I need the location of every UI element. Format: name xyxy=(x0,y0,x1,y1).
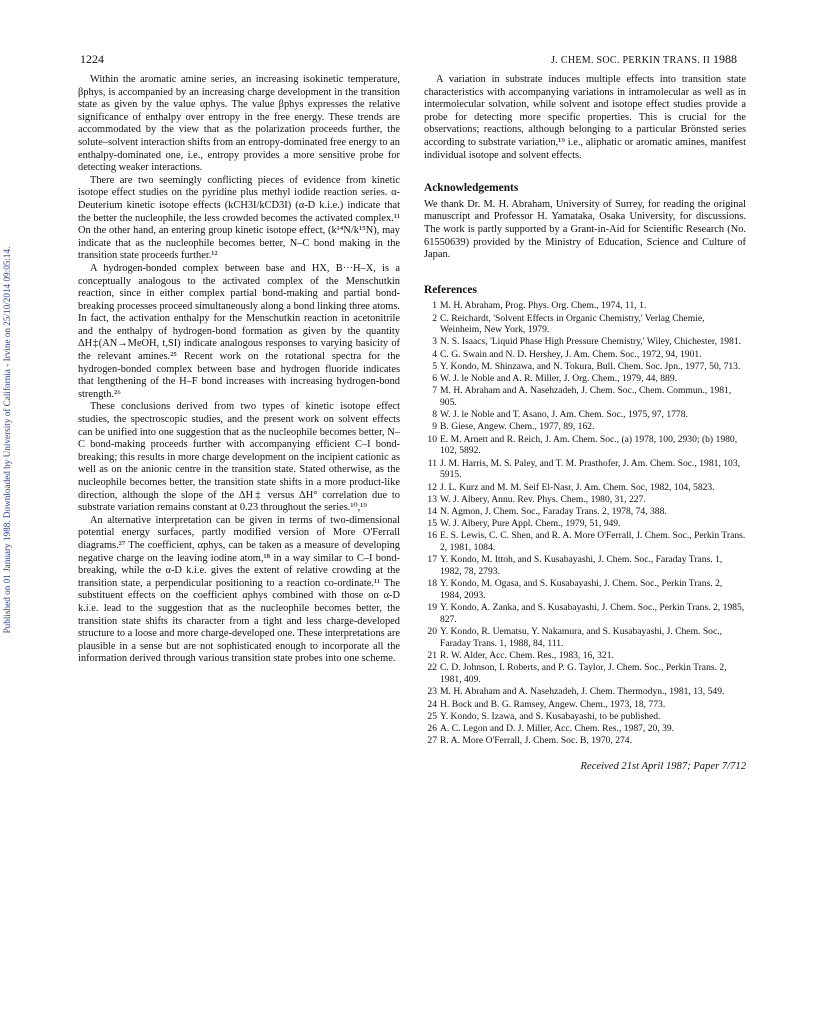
acknowledgements-heading: Acknowledgements xyxy=(424,182,519,195)
download-notice-link[interactable]: Published on 01 January 1988. Downloaded by University of California - Irvine on 25/10/2014 09:05:14. xyxy=(2,246,12,634)
reference-text: M. H. Abraham, Prog. Phys. Org. Chem., 1974, 11, 1. xyxy=(440,300,647,312)
reference-item xyxy=(424,626,746,650)
reference-item xyxy=(424,482,746,494)
reference-item xyxy=(424,409,746,421)
reference-text: R. W. Alder, Acc. Chem. Res., 1983, 16, 321. xyxy=(440,650,614,662)
body-paragraph: There are two seemingly conflicting pieces of evidence from kinetic isotope effect studies on the pyridine plus methyl iodide reaction series. α-Deuterium kinetic isotope effects (kCH3I/kCD3I) (α-D k.i.e.) indicate that the better the nucleophile, the less crowded becomes the activated complex.¹¹ On the other hand, an entering group kinetic isotope effect, (k¹⁴N/k¹⁵N), may indicate that as the nucleophile becomes better, N–C bond making in the transition state proceeds further.¹² xyxy=(78,174,400,262)
reference-number: 12 xyxy=(427,481,437,493)
reference-number: 10 xyxy=(427,433,437,445)
reference-item xyxy=(424,434,746,458)
reference-text: W. J. Albery, Pure Appl. Chem., 1979, 51, 949. xyxy=(440,518,621,530)
reference-text: J. M. Harris, M. S. Paley, and T. M. Prasthofer, J. Am. Chem. Soc., 1981, 103, 5915. xyxy=(440,457,741,481)
reference-text: M. H. Abraham and A. Nasehzadeh, J. Chem. Soc., Chem. Commun., 1981, 905. xyxy=(440,385,732,409)
reference-text: Y. Kondo, M. Shinzawa, and N. Tokura, Bull. Chem. Soc. Jpn., 1977, 50, 713. xyxy=(440,360,741,372)
journal-header xyxy=(551,52,737,67)
reference-item xyxy=(424,578,746,602)
reference-item xyxy=(424,686,746,698)
body-paragraph: Within the aromatic amine series, an increasing isokinetic temperature, βphys, is accompanied by an increasing charge development in the transition state as given by the value αphys. The value βphys expresses the relative significance of enthalpy over entropy in the free energy. These trends are accommodated by the view that as the polarization proceeds further, the solute–solvent interaction shifts from an entropy-dominated free energy to an enthalpy-dominated one, i.e., entropy provides a more sensitive probe for detecting weaker interactions. xyxy=(78,74,400,174)
reference-item xyxy=(424,602,746,626)
reference-number: 20 xyxy=(427,626,437,638)
reference-item xyxy=(424,650,746,662)
journal-year: 1988 xyxy=(713,52,737,66)
reference-item xyxy=(424,662,746,686)
references-heading: References xyxy=(424,283,477,296)
reference-item xyxy=(424,300,746,312)
reference-number: 15 xyxy=(427,518,437,530)
reference-item xyxy=(424,506,746,518)
reference-text: W. J. Albery, Annu. Rev. Phys. Chem., 1980, 31, 227. xyxy=(440,493,646,505)
reference-number: 23 xyxy=(427,686,437,698)
reference-number: 2 xyxy=(432,312,437,324)
reference-text: A. C. Legon and D. J. Miller, Acc. Chem. Res., 1987, 20, 39. xyxy=(440,722,675,734)
acknowledgements-text: We thank Dr. M. H. Abraham, University of Surrey, for reading the original manuscript and Professor H. Yamataka, Osaka University, for discussions. The work is partly supported by a Grant-in-Aid for Scientific Research (No. 61550639) provided by the Ministry of Education, Science and Culture of Japan. xyxy=(424,198,746,261)
reference-number: 19 xyxy=(427,602,437,614)
reference-number: 6 xyxy=(432,373,437,385)
reference-text: C. D. Johnson, I. Roberts, and P. G. Taylor, J. Chem. Soc., Perkin Trans. 2, 1981, 409. xyxy=(440,662,727,686)
reference-item xyxy=(424,723,746,735)
reference-text: C. Reichardt, 'Solvent Effects in Organic Chemistry,' Verlag Chemie, Weinheim, New York, 1979. xyxy=(440,312,705,336)
reference-list xyxy=(424,300,746,747)
download-sidebar xyxy=(0,180,14,700)
reference-number: 8 xyxy=(432,409,437,421)
reference-number: 5 xyxy=(432,360,437,372)
body-paragraph: An alternative interpretation can be given in terms of two-dimensional potential energy surfaces, partly modified version of More O'Ferrall diagrams.²⁷ The coefficient, αphys, can be taken as a measure of developing negative charge on the leaving iodine atom,¹⁸ in a way similar to C–I bond-breaking, while the α-D k.i.e. gives the extent of relative crowding at the transition state, a perpendicular positioning to a reaction co-ordinate.¹¹ The substituent effects on the coefficient αphys combined with those on α-D k.i.e. lead to the suggestion that as the nucleophile becomes better, the transition state shifts its character from a tight and less charge-developed structure to a loose and more charge-developed one. These interpretations are plausible in a sense but are not sophisticated enough to incorporate all the information derived through various transition state probes into one scheme. xyxy=(78,514,400,665)
reference-number: 3 xyxy=(432,336,437,348)
reference-item xyxy=(424,699,746,711)
reference-text: H. Bock and B. G. Ramsey, Angew. Chem., 1973, 18, 773. xyxy=(440,698,666,710)
reference-item xyxy=(424,530,746,554)
reference-number: 26 xyxy=(427,722,437,734)
reference-text: B. Giese, Angew. Chem., 1977, 89, 162. xyxy=(440,421,595,433)
reference-item xyxy=(424,421,746,433)
reference-item xyxy=(424,711,746,723)
reference-item xyxy=(424,336,746,348)
right-column xyxy=(424,74,746,774)
reference-item xyxy=(424,554,746,578)
reference-number: 22 xyxy=(427,662,437,674)
reference-item xyxy=(424,735,746,747)
reference-text: Y. Kondo, A. Zanka, and S. Kusabayashi, J. Chem. Soc., Perkin Trans. 2, 1985, 827. xyxy=(440,602,745,626)
reference-number: 9 xyxy=(432,421,437,433)
reference-number: 25 xyxy=(427,710,437,722)
reference-number: 7 xyxy=(432,385,437,397)
reference-item xyxy=(424,373,746,385)
intro-paragraph: A variation in substrate induces multiple effects into transition state characteristics with accompanying variations in intramolecular as well as in intermolecular solvation, while solvent and isotope effect studies provide a probe for detecting more specific properties. This is crucial for the observations; reactions, although belonging to a particular Brönsted series according to substrate variation,¹⁹ i.e., aliphatic or aromatic amines, manifest individual isotope and solvent effects. xyxy=(424,74,746,161)
reference-text: J. L. Kurz and M. M. Seif El-Nasr, J. Am. Chem. Soc, 1982, 104, 5823. xyxy=(440,481,715,493)
reference-text: Y. Kondo, R. Uematsu, Y. Nakamura, and S. Kusabayashi, J. Chem. Soc., Faraday Trans. 1, 1988, 84, 111. xyxy=(440,626,723,650)
reference-item xyxy=(424,518,746,530)
reference-text: Y. Kondo, M. Ogasa, and S. Kusabayashi, J. Chem. Soc., Perkin Trans. 2, 1984, 2093. xyxy=(440,578,723,602)
reference-text: Y. Kondo, M. Ittoh, and S. Kusabayashi, J. Chem. Soc., Faraday Trans. 1, 1982, 78, 2793. xyxy=(440,554,723,578)
reference-number: 17 xyxy=(427,554,437,566)
reference-text: Y. Kondo, S. Izawa, and S. Kusabayashi, to be published. xyxy=(440,710,661,722)
reference-item xyxy=(424,349,746,361)
reference-text: M. H. Abraham and A. Nasehzadeh, J. Chem. Thermodyn., 1981, 13, 549. xyxy=(440,686,725,698)
reference-number: 14 xyxy=(427,505,437,517)
left-column xyxy=(78,74,400,666)
reference-item xyxy=(424,458,746,482)
reference-text: E. M. Arnett and R. Reich, J. Am. Chem. Soc., (a) 1978, 100, 2930; (b) 1980, 102, 5892. xyxy=(440,433,738,457)
reference-item xyxy=(424,361,746,373)
reference-text: W. J. le Noble and T. Asano, J. Am. Chem. Soc., 1975, 97, 1778. xyxy=(440,409,688,421)
reference-number: 24 xyxy=(427,698,437,710)
reference-number: 11 xyxy=(427,457,437,469)
reference-text: W. J. le Noble and A. R. Miller, J. Org. Chem., 1979, 44, 889. xyxy=(440,373,678,385)
reference-text: N. S. Isaacs, 'Liquid Phase High Pressure Chemistry,' Wiley, Chichester, 1981. xyxy=(440,336,742,348)
body-paragraph: These conclusions derived from two types of kinetic isotope effect studies, the spectroscopic studies, and the present work on solvent effects can be unified into one suggestion that as the nucleophile becomes better, N–C bond-making proceeds further with accompanying efficient C–I bond-breaking; this results in more charge development on the incipient cationic as well as on the anionic centre in the transition state. Stated otherwise, as the nucleophile becomes better, the transition state shifts in a more product-like direction, although the slope of the ΔH‡ versus ΔH° correlation due to substrate variation remains constant at 0.23 throughout the series.¹⁰,¹⁹ xyxy=(78,401,400,514)
reference-number: 27 xyxy=(427,735,437,747)
reference-number: 16 xyxy=(427,530,437,542)
page-number: 1224 xyxy=(80,52,104,66)
received-note: Received 21st April 1987; Paper 7/712 xyxy=(580,760,746,772)
reference-number: 13 xyxy=(427,493,437,505)
reference-item xyxy=(424,313,746,337)
journal-name: J. CHEM. SOC. PERKIN TRANS. II xyxy=(551,55,711,66)
body-paragraph: A hydrogen-bonded complex between base and HX, B···H–X, is a conceptually analogous to the activated complex of the Menschutkin reaction, since in either complex partial bond-making and partial bond-breaking processes proceed simultaneously along a bond linking three atoms. In fact, the activation enthalpy for the Menschutkin reaction in acetonitrile and the enthalpy of hydrogen-bond formation as given by the quantity ΔH‡(AN→MeOH, t,SI) indicate analogous responses to varying basicity of the relevant amines.²⁵ Recent work on the rotational spectra for the hydrogen-bonded complex between base and hydrogen fluoride indicates that lengthening of the H–F bond increases with increasing hydrogen-bond strength.²⁶ xyxy=(78,262,400,400)
reference-item xyxy=(424,494,746,506)
reference-item xyxy=(424,385,746,409)
reference-text: N. Agmon, J. Chem. Soc., Faraday Trans. 2, 1978, 74, 388. xyxy=(440,505,667,517)
reference-number: 1 xyxy=(432,300,437,312)
reference-number: 18 xyxy=(427,578,437,590)
reference-text: R. A. More O'Ferrall, J. Chem. Soc. B, 1970, 274. xyxy=(440,735,632,747)
reference-number: 4 xyxy=(432,348,437,360)
reference-text: E. S. Lewis, C. C. Shen, and R. A. More O'Ferrall, J. Chem. Soc., Perkin Trans. 2, 1981, 1084. xyxy=(440,530,746,554)
reference-text: C. G. Swain and N. D. Hershey, J. Am. Chem. Soc., 1972, 94, 1901. xyxy=(440,348,702,360)
reference-number: 21 xyxy=(427,650,437,662)
